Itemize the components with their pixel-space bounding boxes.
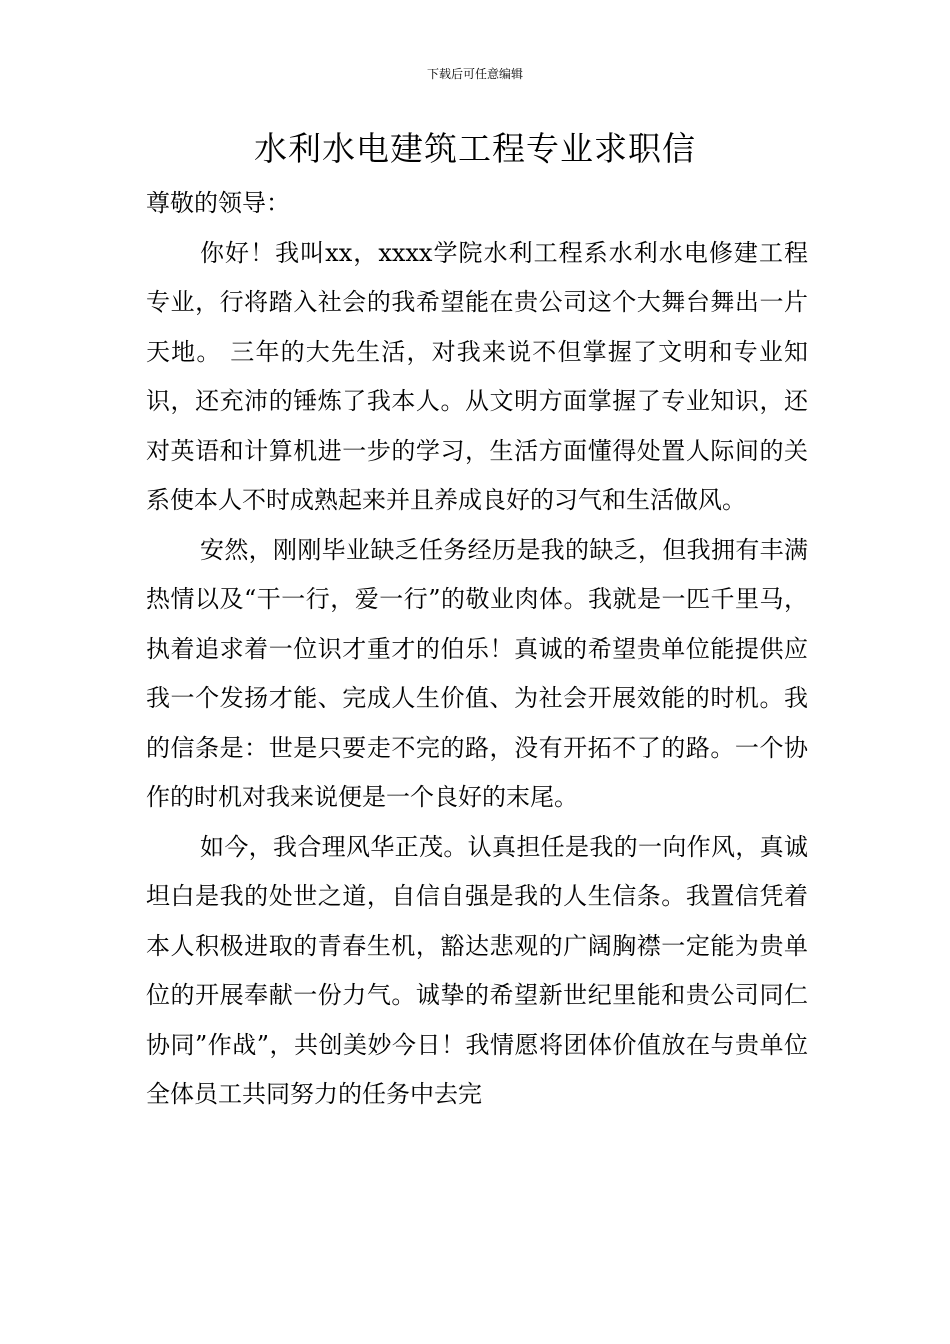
paragraph-1: 你好！我叫xx，xxxx学院水利工程系水利水电修建工程专业，行将踏入社会的我希望能在贵公司这个大舞台舞出一片天地。 三年的大先生活，对我来说不但掌握了文明和专业知识，还充沛的锤炼了我本人。从文明方面掌握了专业知识，还对英语和计算机进一步的学习，生活方面懂得处置人际间的关系使本人不时成熟起来并且养成良好的习气和生活做风。 <box>146 238 808 514</box>
paragraph-2: 安然，刚刚毕业缺乏任务经历是我的缺乏，但我拥有丰满热情以及“干一行，爱一行”的敬业肉体。我就是一匹千里马，执着追求着一位识才重才的伯乐！真诚的希望贵单位能提供应我一个发扬才能、完成人生价值、为社会开展效能的时机。我的信条是：世是只要走不完的路，没有开拓不了的路。一个协作的时机对我来说便是一个良好的末尾。 <box>146 535 808 811</box>
paragraph-3: 如今，我合理风华正茂。认真担任是我的一向作风，真诚坦白是我的处世之道，自信自强是我的人生信条。我置信凭着本人积极进取的青春生机，豁达悲观的广阔胸襟一定能为贵单位的开展奉献一份力气。诚挚的希望新世纪里能和贵公司同仁协同”作战”，共创美妙今日！我情愿将团体价值放在与贵单位全体员工共同努力的任务中去完 <box>146 832 808 1108</box>
salutation: 尊敬的领导： <box>146 189 290 217</box>
header-note: 下载后可任意编辑 <box>426 67 523 81</box>
letter-body <box>146 179 808 1120</box>
document-title: 水利水电建筑工程专业求职信 <box>254 129 696 168</box>
